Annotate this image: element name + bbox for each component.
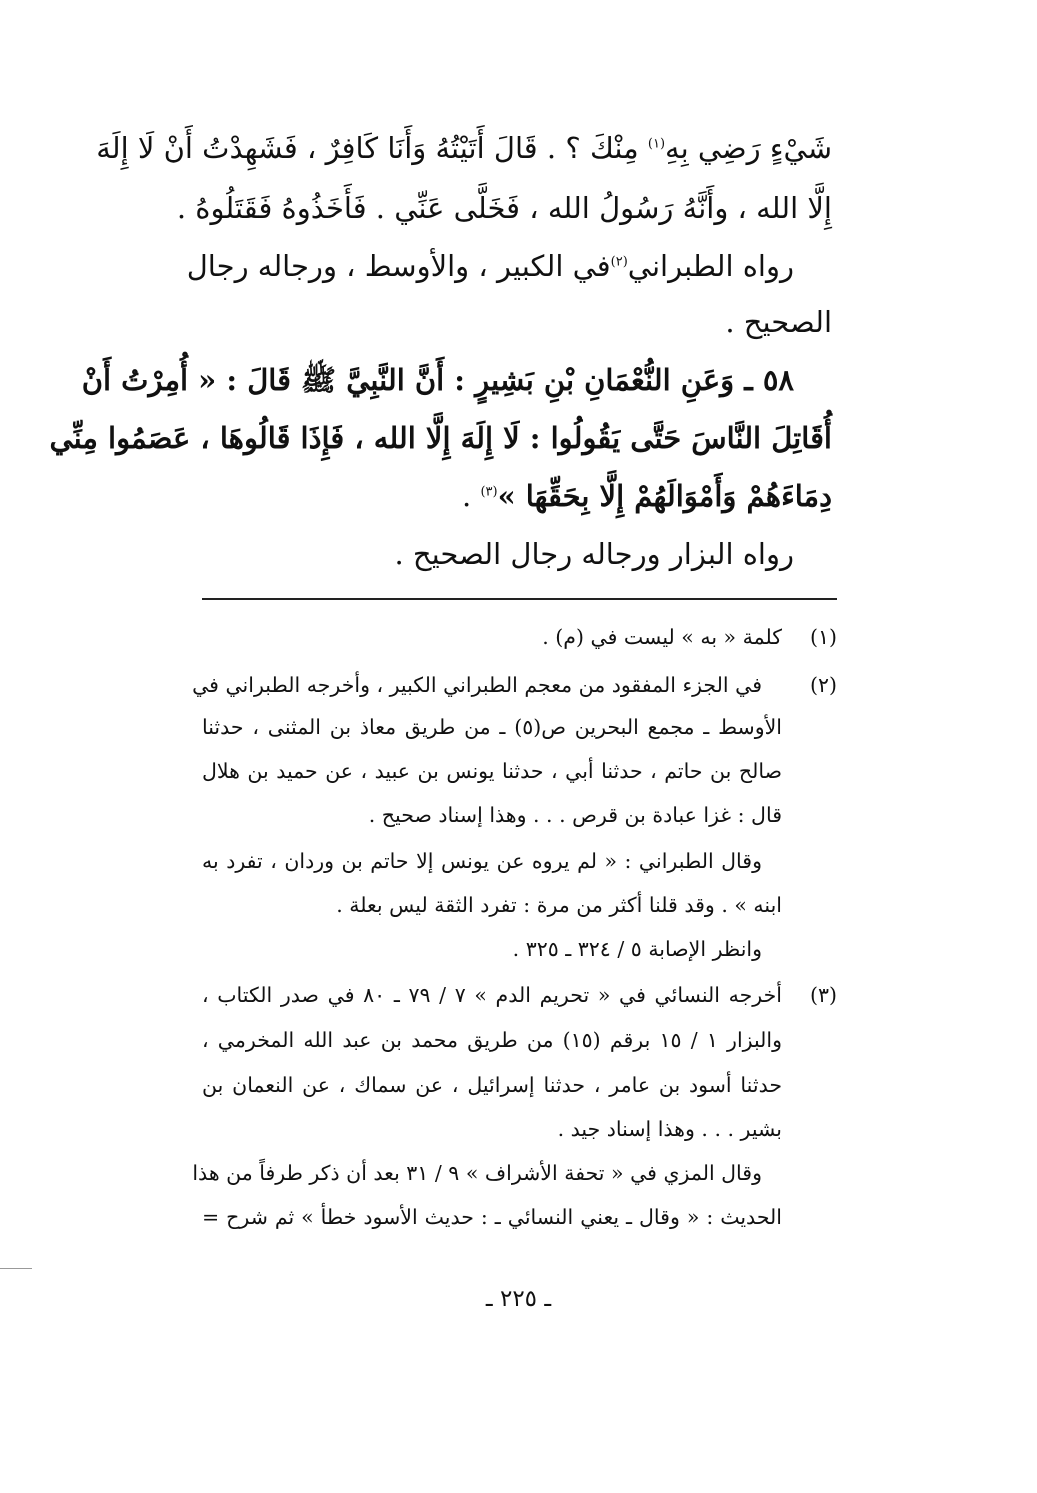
footnote-2-line-2: الأوسط ـ مجمع البحرين ص(٥) ـ من طريق معاذ بن المثنى ، حدثنا xyxy=(202,715,782,739)
footnote-ref-2: (٢) xyxy=(610,254,628,270)
footnote-2-line-5: وقال الطبراني : « لم يروه عن يونس إلا حاتم بن وردان ، تفرد به xyxy=(202,849,762,873)
footnote-2-line-7: وانظر الإصابة ٥ / ٣٢٤ ـ ٣٢٥ . xyxy=(512,937,762,961)
hadith-58-line-3: دِمَاءَهُمْ وَأَمْوَالَهُمْ إِلَّا بِحَقِّهَا »$^{(٣)}$ . xyxy=(462,479,832,513)
page-number: ـ ٢٢٥ ـ xyxy=(485,1286,552,1312)
footnote-3-line-5: وقال المزي في « تحفة الأشراف » ٩ / ٣١ بعد أن ذكر طرفاً من هذا xyxy=(192,1161,762,1185)
hadith-58-line-2: أُقَاتِلَ النَّاسَ حَتَّى يَقُولُوا : لَا إِلَهَ إِلَّا الله ، فَإِذَا قَالُوهَا ، عَصَمُوا مِنِّي xyxy=(49,421,832,455)
main-line-4: الصحيح . xyxy=(725,305,832,339)
footnote-number-3: (٣) xyxy=(809,983,837,1007)
main-line-2: إِلَّا الله ، وأَنَّهُ رَسُولُ الله ، فَخَلَّى عَنِّي . فَأَخَذُوهُ فَقَتَلُوهُ . xyxy=(176,191,832,225)
footnote-3-line-6: الحديث : « وقال ـ يعني النسائي ـ : حديث الأسود خطأ » ثم شرح = xyxy=(202,1205,782,1229)
footnote-ref-1: (١) xyxy=(647,136,666,152)
main-line-8: رواه البزار ورجاله رجال الصحيح . xyxy=(394,537,794,571)
footnote-2-line-3: صالح بن حاتم ، حدثنا أبي ، حدثنا يونس بن عبيد ، عن حميد بن هلال xyxy=(202,759,782,783)
footnote-2-line-1: في الجزء المفقود من معجم الطبراني الكبير ، وأخرجه الطبراني في xyxy=(192,673,762,697)
main-line-3: رواه الطبراني$^{(٢)}$في الكبير ، والأوسط ، ورجاله رجال xyxy=(186,249,794,283)
footnote-3-line-4: بشير . . . وهذا إسناد جيد . xyxy=(557,1117,782,1141)
footnote-2-line-6: ابنه » . وقد قلنا أكثر من مرة : تفرد الثقة ليس بعلة . xyxy=(336,893,782,917)
footnote-number-1: (١) xyxy=(809,625,837,649)
footnote-number-2: (٢) xyxy=(809,673,837,697)
footnote-separator xyxy=(202,598,837,600)
main-line-1: شَيْءٍ رَضِي بِهِ$^{(١)}$ مِنْكَ ؟ . قَالَ أَتَيْتُهُ وَأَنَا كَافِرٌ ، فَشَهِدْتُ أَنْ لَا إِلَهَ xyxy=(96,131,832,165)
footnote-3-line-3: حدثنا أسود بن عامر ، حدثنا إسرائيل ، عن سماك ، عن النعمان بن xyxy=(202,1073,782,1097)
hadith-58-line-1: ٥٨ ـ وَعَنِ النُّعْمَانِ بْنِ بَشِيرٍ : أَنَّ النَّبِيَّ ﷺ قَالَ : « أُمِرْتُ أَنْ xyxy=(81,363,794,397)
footnote-2-line-4: قال : غزا عبادة بن قرص . . . وهذا إسناد صحيح . xyxy=(368,803,782,827)
footnote-3-line-2: والبزار ١ / ١٥ برقم (١٥) من طريق محمد بن عبد الله المخرمي ، xyxy=(202,1028,782,1052)
footnote-ref-3: (٣) xyxy=(480,484,498,500)
footnote-3-line-1: أخرجه النسائي في « تحريم الدم » ٧ / ٧٩ ـ ٨٠ في صدر الكتاب ، xyxy=(202,983,782,1007)
footnote-1-line-1: كلمة « به » ليست في (م) . xyxy=(542,625,782,649)
scan-artifact xyxy=(0,1268,32,1269)
